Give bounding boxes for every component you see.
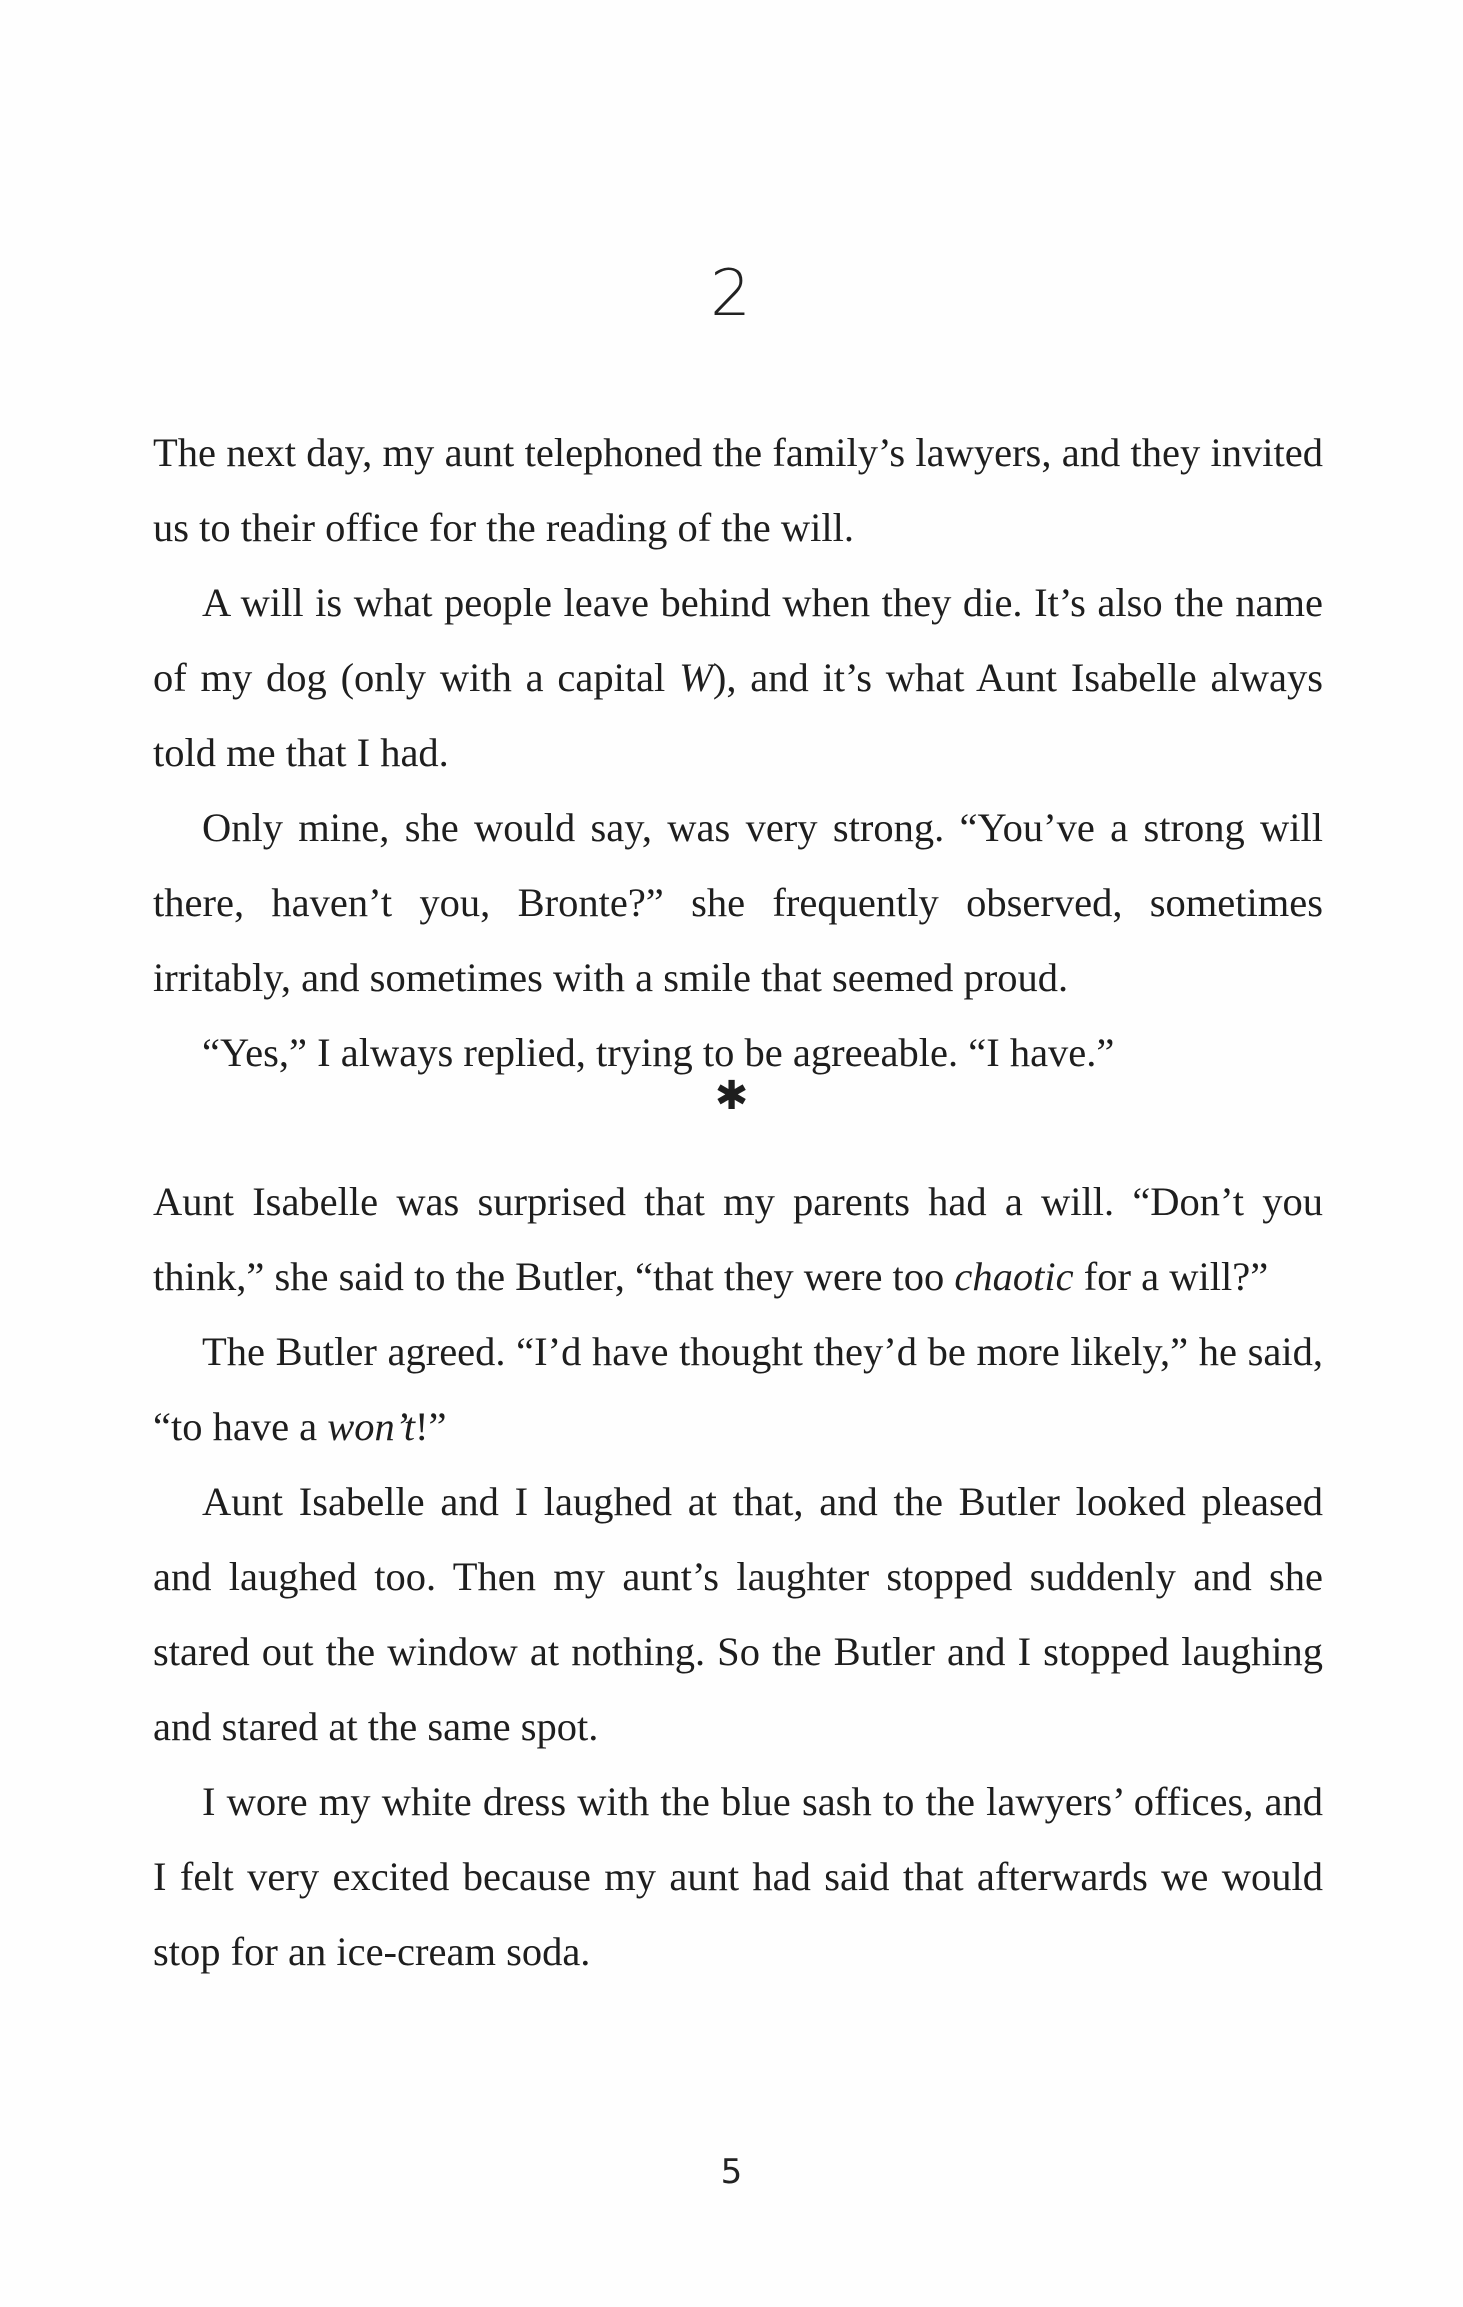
section-divider-asterisk: ✱	[714, 1073, 749, 1119]
paragraph-text: !”	[415, 1404, 447, 1449]
paragraph-text: A will is what people leave behind when they die. It’s also the name of my dog (only with a capital	[153, 580, 1323, 700]
paragraph	[153, 565, 1323, 790]
paragraph	[153, 1164, 1323, 1314]
text-section-1	[153, 415, 1323, 1090]
paragraph: “Yes,” I always replied, trying to be agreeable. “I have.”	[202, 1030, 1115, 1075]
italic-text: won’t	[327, 1404, 416, 1449]
paragraph-text: for a will?”	[1073, 1254, 1269, 1299]
paragraph-text: Aunt Isabelle was surprised that my parents had a will. “Don’t you think,” she said to the Butler, “that they were too	[153, 1179, 1323, 1299]
chapter-number: 2	[710, 257, 753, 331]
paragraph: The next day, my aunt telephoned the family’s lawyers, and they invited us to their office for the reading of the will.	[153, 430, 1323, 550]
paragraph-text: ), and it’s what Aunt Isabelle always told me that I had.	[153, 655, 1323, 775]
page-number: 5	[720, 2152, 743, 2192]
italic-text: W	[679, 655, 713, 700]
paragraph: Aunt Isabelle and I laughed at that, and the Butler looked pleased and laughed too. Then my aunt’s laughter stopped suddenly and she stared out the window at nothing. So the Butler and I stopped laughing and stared at the same spot.	[153, 1479, 1323, 1749]
italic-text: chaotic	[954, 1254, 1074, 1299]
text-section-2	[153, 1164, 1323, 1989]
paragraph-text: The Butler agreed. “I’d have thought they’d be more likely,” he said, “to have a	[153, 1329, 1323, 1449]
paragraph	[153, 1314, 1323, 1464]
paragraph: I wore my white dress with the blue sash to the lawyers’ offices, and I felt very excited because my aunt had said that afterwards we would stop for an ice-cream soda.	[153, 1779, 1323, 1974]
paragraph: Only mine, she would say, was very strong. “You’ve a strong will there, haven’t you, Bronte?” she frequently observed, sometimes irritably, and sometimes with a smile that seemed proud.	[153, 805, 1323, 1000]
